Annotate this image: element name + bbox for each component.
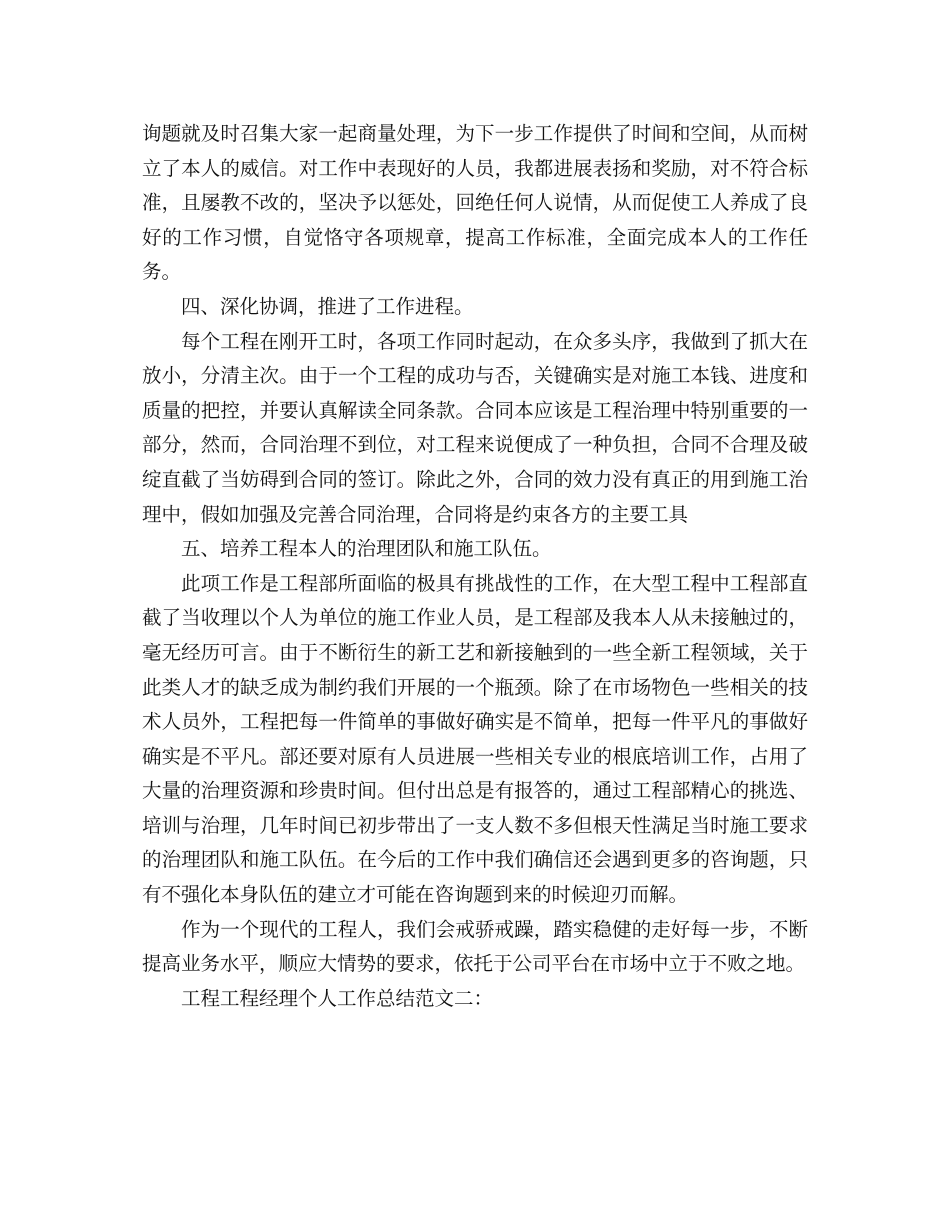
section-heading-coordination: 四、深化协调，推进了工作进程。 [181,294,474,318]
section-heading-team-building: 五、培养工程本人的治理团队和施工队伍。 [181,537,552,561]
paragraph-team-building: 此项工作是工程部所面临的极具有挑战性的工作，在大型工程中工程部直截了当收理以个人为单位的施工作业人员，是工程部及我本人从未接触过的，毫无经历可言。由于不断衍生的新工艺和新接触到的一些全新工程领域，关于此类人才的缺乏成为制约我们开展的一个瓶颈。除了在市场物色一些相关的技术人员外，工程把每一件简单的事做好确实是不简单，把每一件平凡的事做好确实是不平凡。部还要对原有人员进展一些相关专业的根底培训工作，占用了大量的治理资源和珍贵时间。但付出总是有报答的，通过工程部精心的挑选、培训与治理，几年时间已初步带出了一支人数不多但根天性满足当时施工要求的治理团队和施工队伍。在今后的工作中我们确信还会遇到更多的咨询题，只有不强化本身队伍的建立才可能在咨询题到来的时候迎刃而解。 [142,571,808,907]
paragraph-conclusion: 作为一个现代的工程人，我们会戒骄戒躁，踏实稳健的走好每一步，不断提高业务水平，顺应大情势的要求，依托于公司平台在市场中立于不败之地。 [142,917,808,976]
document-body [142,117,808,1016]
next-section-title: 工程工程经理个人工作总结范文二： [181,986,494,1010]
paragraph-continuation: 询题就及时召集大家一起商量处理，为下一步工作提供了时间和空间，从而树立了本人的威信。对工作中表现好的人员，我都进展表扬和奖励，对不符合标准，且屡教不改的，坚决予以惩处，回绝任何人说情，从而促使工人养成了良好的工作习惯，自觉恪守各项规章，提高工作标准，全面完成本人的工作任务。 [142,122,808,284]
paragraph-coordination: 每个工程在刚开工时，各项工作同时起动，在众多头序，我做到了抓大在放小，分清主次。由于一个工程的成功与否，关键确实是对施工本钱、进度和质量的把控，并要认真解读全同条款。合同本应该是工程治理中特别重要的一部分，然而，合同治理不到位，对工程来说便成了一种负担，合同不合理及破绽直截了当妨碍到合同的签订。除此之外，合同的效力没有真正的用到施工治理中，假如加强及完善合同治理，合同将是约束各方的主要工具 [142,329,808,526]
